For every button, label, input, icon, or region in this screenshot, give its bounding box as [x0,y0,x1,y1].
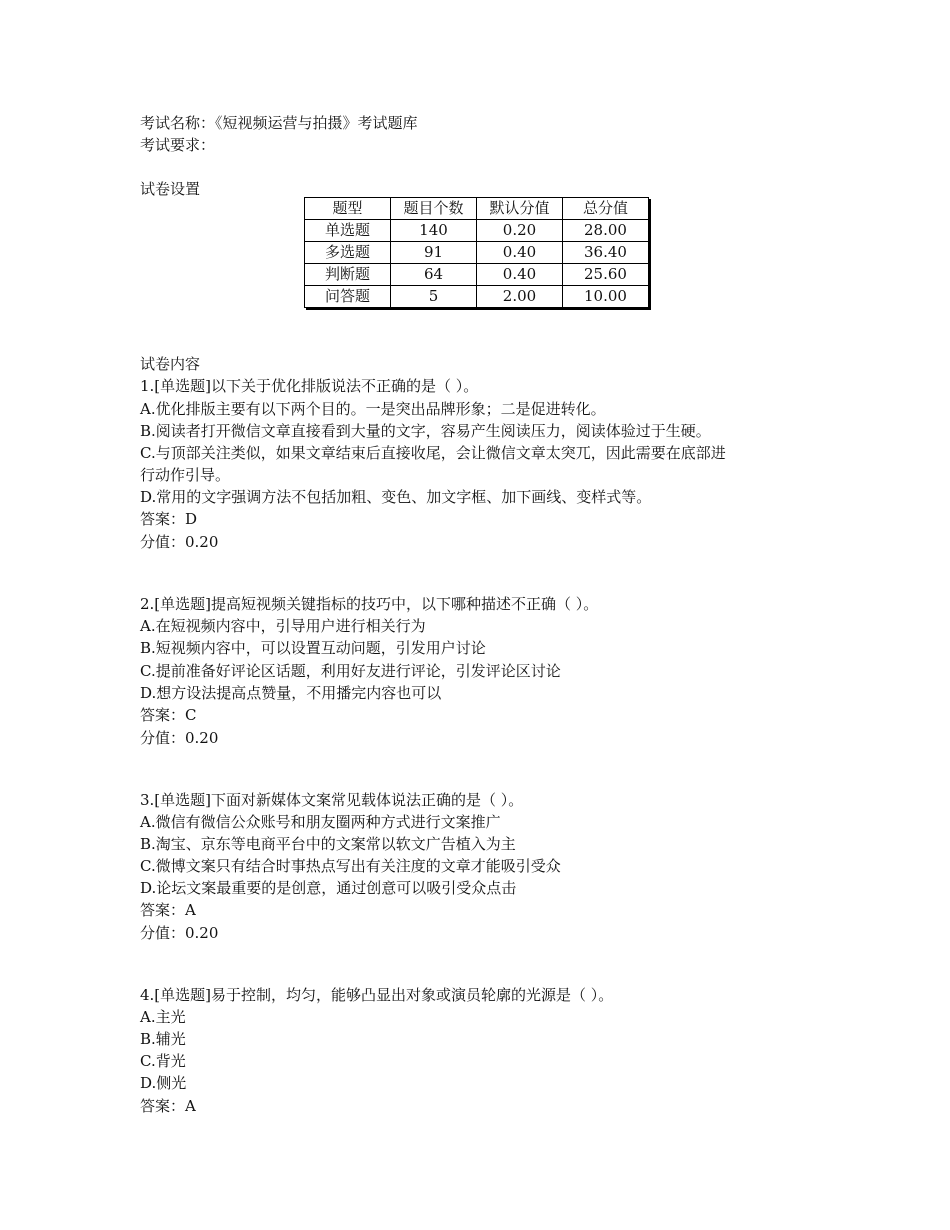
settings-title: 试卷设置 [140,180,201,198]
table-row [305,286,649,308]
settings-table [304,197,649,308]
question-stem: 3.[单选题]下面对新媒体文案常见载体说法正确的是（ ）。 [140,791,524,809]
table-cell: 91 [391,242,477,264]
table-cell: 64 [391,264,477,286]
table-cell: 0.40 [477,264,563,286]
question-option: D.常用的文字强调方法不包括加粗、变色、加文字框、加下画线、变样式等。 [140,488,652,506]
question-option: B.短视频内容中，可以设置互动问题，引发用户讨论 [140,639,486,657]
question-option: A.微信有微信公众账号和朋友圈两种方式进行文案推广 [140,813,501,831]
question-answer: 答案：D [140,510,198,528]
table-row [305,220,649,242]
table-cell: 140 [391,220,477,242]
question-stem: 4.[单选题]易于控制，均匀，能够凸显出对象或演员轮廓的光源是（ ）。 [140,986,614,1004]
exam-requirements: 考试要求： [140,136,216,154]
question-score: 分值：0.20 [140,924,219,942]
table-header-cell: 总分值 [563,198,649,220]
question-stem: 2.[单选题]提高短视频关键指标的技巧中，以下哪种描述不正确（ ）。 [140,595,599,613]
question-option: C.提前准备好评论区话题，利用好友进行评论，引发评论区讨论 [140,662,561,680]
question-score: 分值：0.20 [140,533,219,551]
table-row [305,264,649,286]
question-option: D.论坛文案最重要的是创意，通过创意可以吸引受众点击 [140,879,517,897]
table-header-cell: 默认分值 [477,198,563,220]
table-cell: 28.00 [563,220,649,242]
question-option: D.想方设法提高点赞量，不用播完内容也可以 [140,684,442,702]
question-option: C.背光 [140,1052,186,1070]
question-option: 行动作引导。 [140,466,231,484]
table-cell: 25.60 [563,264,649,286]
question-option: B.淘宝、京东等电商平台中的文案常以软文广告植入为主 [140,835,516,853]
table-cell: 多选题 [305,242,391,264]
table-cell: 2.00 [477,286,563,308]
table-cell: 单选题 [305,220,391,242]
table-cell: 10.00 [563,286,649,308]
question-option: C.与顶部关注类似，如果文章结束后直接收尾，会让微信文章太突兀，因此需要在底部进 [140,444,726,462]
question-answer: 答案：C [140,706,197,724]
question-stem: 1.[单选题]以下关于优化排版说法不正确的是（ ）。 [140,377,479,395]
question-option: A.在短视频内容中，引导用户进行相关行为 [140,617,426,635]
table-cell: 问答题 [305,286,391,308]
table-cell: 0.20 [477,220,563,242]
question-option: A.主光 [140,1008,186,1026]
table-cell: 判断题 [305,264,391,286]
table-header-row [305,198,649,220]
table-header-cell: 题目个数 [391,198,477,220]
question-option: D.侧光 [140,1074,187,1092]
table-row [305,242,649,264]
table-header-cell: 题型 [305,198,391,220]
question-option: B.阅读者打开微信文章直接看到大量的文字，容易产生阅读压力，阅读体验过于生硬。 [140,422,711,440]
question-score: 分值：0.20 [140,729,219,747]
content-title: 试卷内容 [140,355,201,373]
question-answer: 答案：A [140,1097,196,1115]
table-cell: 0.40 [477,242,563,264]
table-cell: 5 [391,286,477,308]
question-option: C.微博文案只有结合时事热点写出有关注度的文章才能吸引受众 [140,857,561,875]
table-cell: 36.40 [563,242,649,264]
question-option: B.辅光 [140,1030,186,1048]
exam-name: 考试名称：《短视频运营与拍摄》考试题库 [140,114,418,132]
question-answer: 答案：A [140,901,196,919]
question-option: A.优化排版主要有以下两个目的。一是突出品牌形象；二是促进转化。 [140,400,606,418]
